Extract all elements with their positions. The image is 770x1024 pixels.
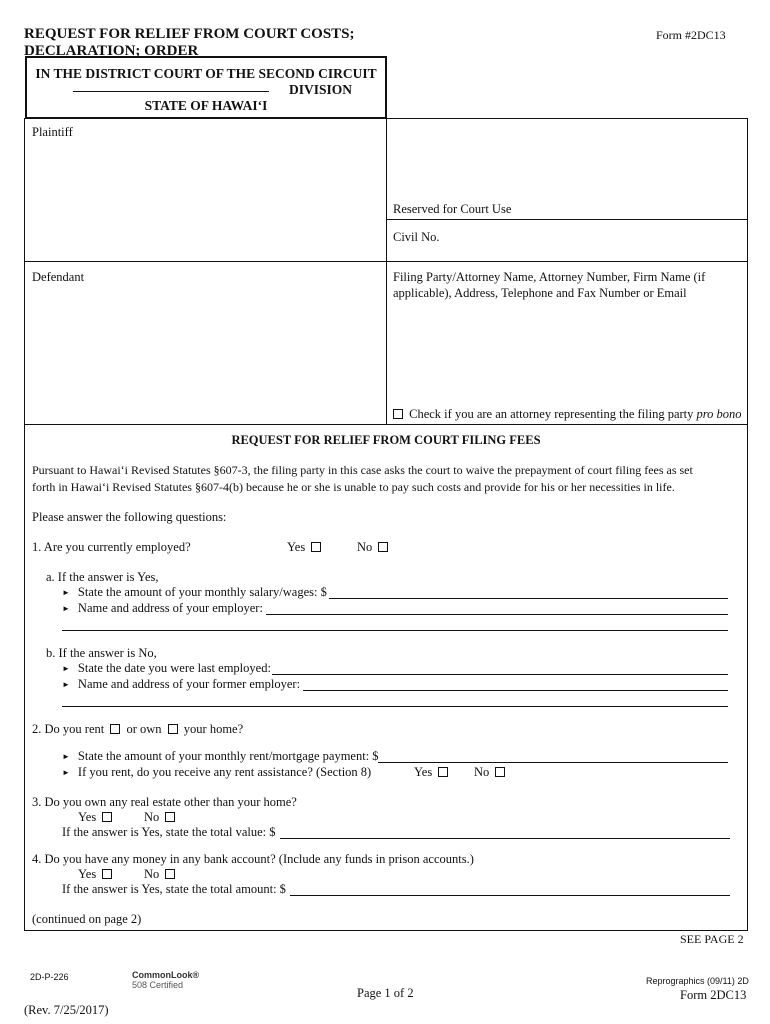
q1b-date-text: State the date you were last employed: — [77, 661, 271, 675]
q4-yes-option — [78, 867, 115, 882]
form-title-line1: REQUEST FOR RELIEF FROM COURT COSTS; — [24, 26, 355, 42]
q1b-former-employer-label — [62, 677, 300, 692]
court-line2: DIVISION — [289, 82, 353, 97]
question-3: 3. Do you own any real estate other than your home? — [32, 795, 297, 809]
plaintiff-label: Plaintiff — [32, 125, 73, 139]
q2-yes-label: Yes — [414, 765, 433, 779]
bullet-icon: ► — [62, 664, 70, 673]
form-footer: Form 2DC13 — [680, 988, 747, 1002]
q1a-salary-field[interactable] — [329, 598, 728, 599]
q3-yes-checkbox[interactable] — [102, 812, 112, 822]
q2-post-text: your home? — [183, 722, 244, 736]
bullet-icon: ► — [62, 680, 70, 689]
question-1b: b. If the answer is No, — [46, 646, 157, 660]
q1-no-option — [357, 540, 391, 555]
division-blank-line — [73, 91, 269, 92]
intro-line2: forth in Hawai‘i Revised Statutes §607-4(b) because he or she is unable to pay such costs and provide for his or her necessities in life. — [32, 480, 675, 494]
q1b-date-label — [62, 661, 271, 676]
instructions: Please answer the following questions: — [32, 510, 227, 524]
defendant-field[interactable] — [26, 285, 384, 421]
question-1a: a. If the answer is Yes, — [46, 570, 159, 584]
bullet-icon: ► — [62, 768, 70, 777]
filing-party-label-line2: applicable), Address, Telephone and Fax Number or Email — [393, 286, 687, 300]
civil-no-divider — [386, 261, 748, 262]
q1a-employer-field-line2[interactable] — [62, 630, 728, 631]
revision-date: (Rev. 7/25/2017) — [24, 1003, 109, 1017]
intro-line1: Pursuant to Hawai‘i Revised Statutes §607-3, the filing party in this case asks the court to waive the prepayment of court filing fees as set — [32, 463, 693, 477]
q1b-date-field[interactable] — [272, 674, 728, 675]
pro-bono-row — [393, 407, 742, 422]
q4-no-label: No — [144, 867, 160, 881]
defendant-label: Defendant — [32, 270, 85, 284]
form-title — [24, 26, 355, 60]
form-title-line2: DECLARATION; ORDER — [24, 43, 199, 59]
form-number: Form #2DC13 — [656, 28, 726, 42]
q4-amount-label: If the answer is Yes, state the total amount: $ — [62, 882, 286, 896]
q2-rent-amount-text: State the amount of your monthly rent/mortgage payment: $ — [77, 749, 379, 763]
q1-yes-label: Yes — [287, 540, 306, 554]
q3-value-field[interactable] — [280, 838, 730, 839]
party-divider — [24, 261, 386, 262]
q2-no-checkbox[interactable] — [495, 767, 505, 777]
q1-no-checkbox[interactable] — [378, 542, 388, 552]
question-1: 1. Are you currently employed? — [32, 540, 191, 554]
bullet-icon: ► — [62, 752, 70, 761]
q1-yes-option — [287, 540, 324, 555]
q3-yes-option — [78, 810, 115, 825]
q1b-former-employer-text: Name and address of your former employer: — [77, 677, 301, 691]
filing-party-label-line1: Filing Party/Attorney Name, Attorney Number, Firm Name (if — [393, 270, 706, 284]
q4-yes-checkbox[interactable] — [102, 869, 112, 879]
q2-rent-amount-field[interactable] — [378, 762, 728, 763]
request-divider — [24, 424, 748, 425]
q2-pre-text: 2. Do you rent — [32, 722, 105, 736]
certified-label: 508 Certified — [132, 980, 184, 990]
q3-no-checkbox[interactable] — [165, 812, 175, 822]
q1b-former-employer-field-line2[interactable] — [62, 706, 728, 707]
pro-bono-italic: pro bono — [696, 407, 742, 421]
continued-note: (continued on page 2) — [32, 912, 142, 926]
bullet-icon: ► — [62, 588, 70, 597]
bullet-icon: ► — [62, 604, 70, 613]
question-2 — [32, 722, 243, 737]
q3-no-option — [144, 810, 178, 825]
q2-mid-text: or own — [126, 722, 162, 736]
pro-bono-text: Check if you are an attorney representing the filing party — [409, 407, 694, 421]
court-caption-box — [25, 56, 387, 119]
q3-value-label: If the answer is Yes, state the total value: $ — [62, 825, 276, 839]
question-4: 4. Do you have any money in any bank account? (Include any funds in prison accounts.) — [32, 852, 474, 866]
q3-no-label: No — [144, 810, 160, 824]
court-line3: STATE OF HAWAI‘I — [144, 98, 268, 113]
request-heading: REQUEST FOR RELIEF FROM COURT FILING FEES — [231, 433, 541, 447]
q1-no-label: No — [357, 540, 373, 554]
filing-party-field[interactable] — [390, 304, 744, 400]
q2-assistance-text: If you rent, do you receive any rent assistance? (Section 8) — [77, 765, 372, 779]
page-number: Page 1 of 2 — [357, 986, 414, 1000]
q2-own-checkbox[interactable] — [168, 724, 178, 734]
q2-rent-amount-label — [62, 749, 379, 764]
q4-no-option — [144, 867, 178, 882]
q2-no-label: No — [474, 765, 490, 779]
see-page-2: SEE PAGE 2 — [680, 932, 744, 946]
q1a-salary-label — [62, 585, 327, 600]
form-code: 2D-P-226 — [30, 972, 69, 982]
reserved-court-use-label: Reserved for Court Use — [393, 202, 512, 216]
q4-no-checkbox[interactable] — [165, 869, 175, 879]
q3-yes-label: Yes — [78, 810, 97, 824]
q1-yes-checkbox[interactable] — [311, 542, 321, 552]
q1a-employer-label — [62, 601, 263, 616]
q4-yes-label: Yes — [78, 867, 97, 881]
q4-amount-field[interactable] — [290, 895, 730, 896]
q1a-salary-text: State the amount of your monthly salary/wages: $ — [77, 585, 327, 599]
reprographics-label: Reprographics (09/11) 2D — [646, 976, 749, 986]
plaintiff-field[interactable] — [26, 140, 384, 258]
civil-no-field[interactable] — [450, 224, 744, 258]
reserved-divider — [386, 219, 748, 220]
q2-assistance-label — [62, 765, 371, 780]
q2-yes-checkbox[interactable] — [438, 767, 448, 777]
pro-bono-checkbox[interactable] — [393, 409, 403, 419]
civil-no-label: Civil No. — [393, 230, 440, 244]
q2-no-option — [474, 765, 508, 780]
q2-yes-option — [414, 765, 451, 780]
q1a-employer-text: Name and address of your employer: — [77, 601, 263, 615]
q2-rent-checkbox[interactable] — [110, 724, 120, 734]
court-line1: IN THE DISTRICT COURT OF THE SECOND CIRCUIT — [35, 66, 377, 81]
q1b-former-employer-field[interactable] — [303, 690, 728, 691]
column-divider — [386, 56, 387, 425]
commonlook-logo: CommonLook® — [132, 970, 200, 980]
q1a-employer-field[interactable] — [266, 614, 728, 615]
